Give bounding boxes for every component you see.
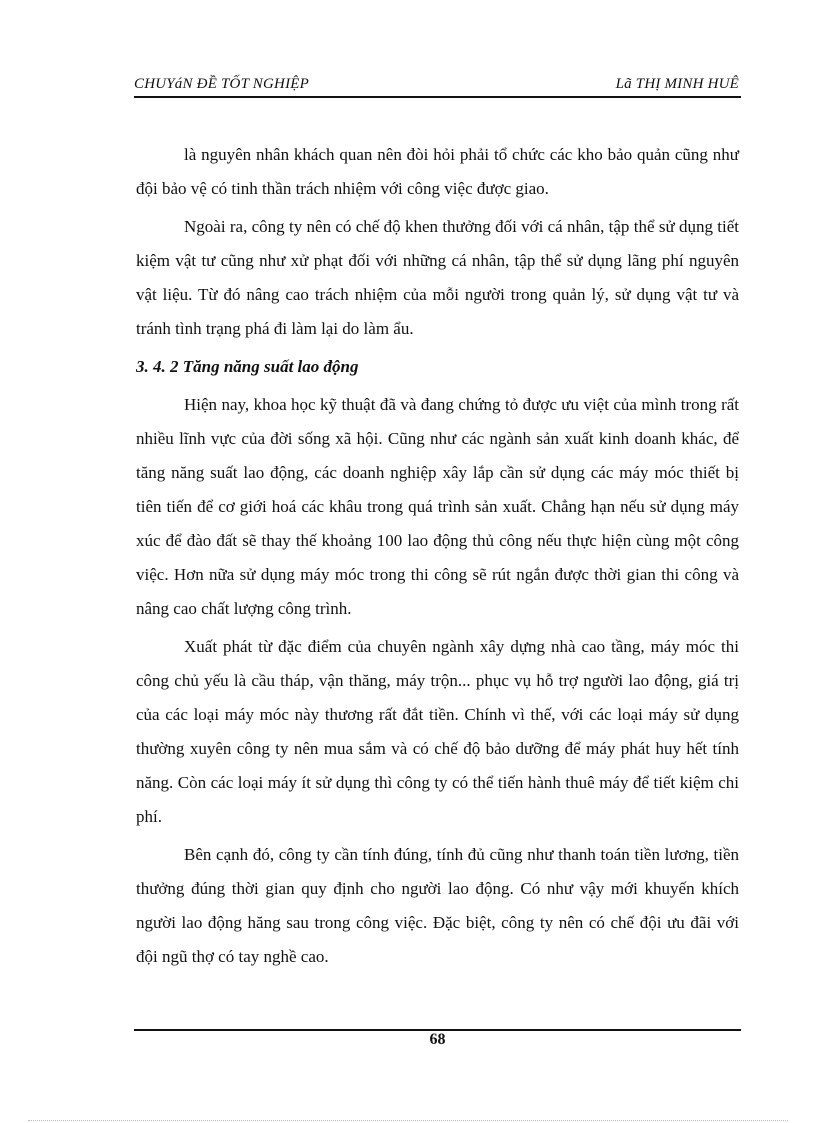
header-author: Lã THỊ MINH HUÊ xyxy=(615,76,739,92)
paragraph-2: Ngoài ra, công ty nên có chế độ khen thưởng đối với cá nhân, tập thể sử dụng tiết kiệm vật tư cũng như xử phạt đối với những cá nhân, tập thể sử dụng lãng phí nguyên vật liệu. Từ đó nâng cao trách nhiệm của mỗi người trong quản lý, sử dụng vật tư và tránh tình trạng phá đi làm lại do làm ẩu. xyxy=(136,217,739,338)
header-title: CHUYáN ĐỀ TỐT NGHIỆP xyxy=(134,76,309,92)
body-text xyxy=(136,138,739,978)
paragraph-3: Hiện nay, khoa học kỹ thuật đã và đang chứng tỏ được ưu việt của mình trong rất nhiều lĩnh vực của đời sống xã hội. Cũng như các ngành sản xuất kinh doanh khác, để tăng năng suất lao động, các doanh nghiệp xây lắp cần sử dụng các máy móc thiết bị tiên tiến để cơ giới hoá các khâu trong quá trình sản xuất. Chẳng hạn nếu sử dụng máy xúc để đào đất sẽ thay thế khoảng 100 lao động thủ công nếu thực hiện cùng một công việc. Hơn nữa sử dụng máy móc trong thi công sẽ rút ngắn được thời gian thi công và nâng cao chất lượng công trình. xyxy=(136,395,739,618)
section-heading: 3. 4. 2 Tăng năng suất lao động xyxy=(136,357,359,376)
paragraph-1: là nguyên nhân khách quan nên đòi hỏi phải tổ chức các kho bảo quản cũng như đội bảo vệ có tinh thần trách nhiệm với công việc được giao. xyxy=(136,145,739,198)
paragraph-5: Bên cạnh đó, công ty cần tính đúng, tính đủ cũng như thanh toán tiền lương, tiền thưởng đúng thời gian quy định cho người lao động. Có như vậy mới khuyến khích người lao động hăng sau trong công việc. Đặc biệt, công ty nên có chế đội ưu đãi với đội ngũ thợ có tay nghề cao. xyxy=(136,845,739,966)
page-number: 68 xyxy=(429,1031,446,1048)
page-header xyxy=(134,74,741,98)
bottom-dotted-border xyxy=(28,1120,788,1121)
paragraph-4: Xuất phát từ đặc điểm của chuyên ngành xây dựng nhà cao tầng, máy móc thi công chủ yếu là cầu tháp, vận thăng, máy trộn... phục vụ hỗ trợ người lao động, giá trị của các loại máy móc này thương rất đắt tiền. Chính vì thế, với các loại máy sử dụng thường xuyên công ty nên mua sắm và có chế độ bảo dưỡng để máy phát huy hết tính năng. Còn các loại máy ít sử dụng thì công ty có thể tiến hành thuê máy để tiết kiệm chi phí. xyxy=(136,637,739,826)
